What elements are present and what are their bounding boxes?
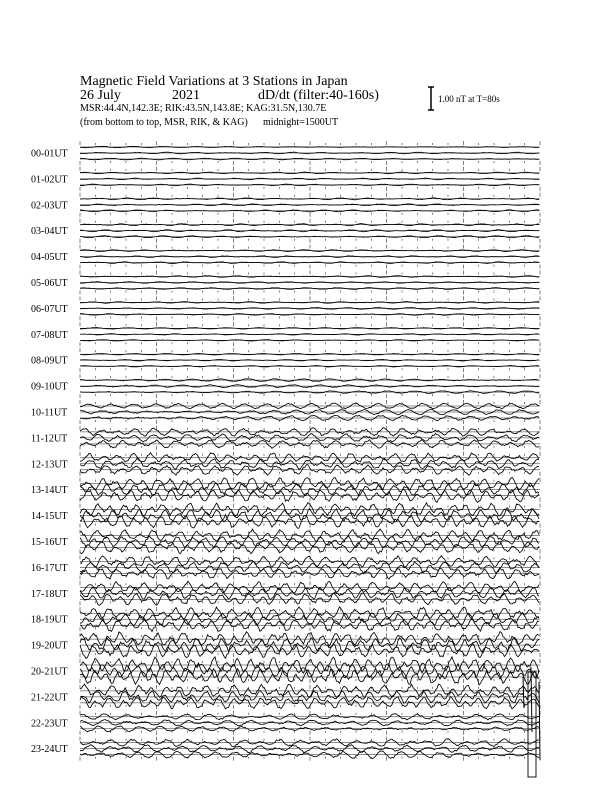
trace-line (80, 204, 539, 206)
trace-line (80, 262, 539, 264)
trace-row (31, 219, 540, 243)
trace-line (80, 184, 539, 186)
trace-line (80, 515, 539, 529)
row-label: 15-16UT (31, 537, 68, 548)
station-coordinates: MSR:44.4N,142.3E; RIK:43.5N,143.8E; KAG:31.5N,130.7E (80, 103, 327, 114)
row-label: 09-10UT (31, 381, 68, 393)
trace-line (80, 340, 539, 341)
row-label: 23-24UT (31, 744, 68, 756)
trace-spike (531, 667, 532, 732)
trace-row (31, 141, 540, 165)
trace-row (31, 529, 540, 554)
date-year: 2021 (172, 88, 200, 103)
trace-row (31, 271, 540, 295)
trace-row (31, 296, 540, 320)
trace-row (31, 684, 540, 709)
trace-spike (539, 682, 540, 760)
trace-order-note: (from bottom to top, MSR, RIK, & KAG) (80, 117, 248, 128)
row-label: 06-07UT (31, 303, 68, 315)
chart-title: Magnetic Field Variations at 3 Stations in Japan (80, 74, 348, 89)
trace-row (31, 711, 540, 735)
quantity-label: dD/dt (filter:40-160s) (258, 88, 379, 103)
trace-line (80, 696, 539, 709)
row-label: 04-05UT (31, 252, 68, 264)
trace-row (31, 426, 540, 450)
trace-row (31, 245, 540, 269)
trace-line (80, 509, 539, 523)
trace-row (31, 503, 540, 529)
row-label: 22-23UT (31, 718, 68, 730)
trace-row (31, 400, 540, 424)
scale-label: 1.00 nT at T=80s (438, 94, 500, 104)
trace-row (31, 477, 540, 502)
trace-line (80, 158, 539, 160)
trace-row (31, 193, 540, 217)
row-label: 19-20UT (31, 640, 68, 652)
row-label: 10-11UT (31, 407, 68, 419)
row-label: 18-19UT (31, 614, 68, 626)
row-label: 12-13UT (31, 459, 68, 471)
trace-row (31, 607, 540, 632)
row-label: 01-02UT (31, 174, 68, 186)
trace-row (31, 737, 540, 761)
trace-row (31, 452, 540, 476)
row-label: 11-12UT (31, 433, 68, 445)
trace-line (80, 314, 539, 316)
midnight-note: midnight=1500UT (263, 117, 339, 128)
row-label: 02-03UT (31, 200, 68, 212)
row-label: 03-04UT (31, 226, 68, 238)
trace-row (31, 555, 540, 579)
row-label: 07-08UT (31, 329, 68, 341)
row-label: 21-22UT (31, 692, 68, 704)
trace-row (31, 581, 540, 605)
trace-row (31, 322, 540, 346)
trace-line (80, 250, 539, 252)
row-label: 08-09UT (31, 355, 68, 367)
trace-line (80, 152, 539, 154)
trace-row (31, 374, 540, 398)
row-label: 05-06UT (31, 278, 68, 289)
row-label: 13-14UT (31, 485, 68, 497)
row-label: 14-15UT (31, 511, 68, 523)
trace-row (31, 657, 540, 685)
trace-row (31, 167, 540, 191)
date-day: 26 July (80, 88, 121, 103)
row-label: 20-21UT (31, 666, 68, 678)
trace-line (80, 276, 539, 278)
row-label: 16-17UT (31, 562, 68, 574)
trace-row (31, 348, 540, 372)
trace-line (80, 365, 539, 366)
row-label: 00-01UT (31, 148, 68, 160)
row-label: 17-18UT (31, 588, 68, 600)
trace-line (80, 230, 539, 232)
trace-row (31, 632, 540, 659)
